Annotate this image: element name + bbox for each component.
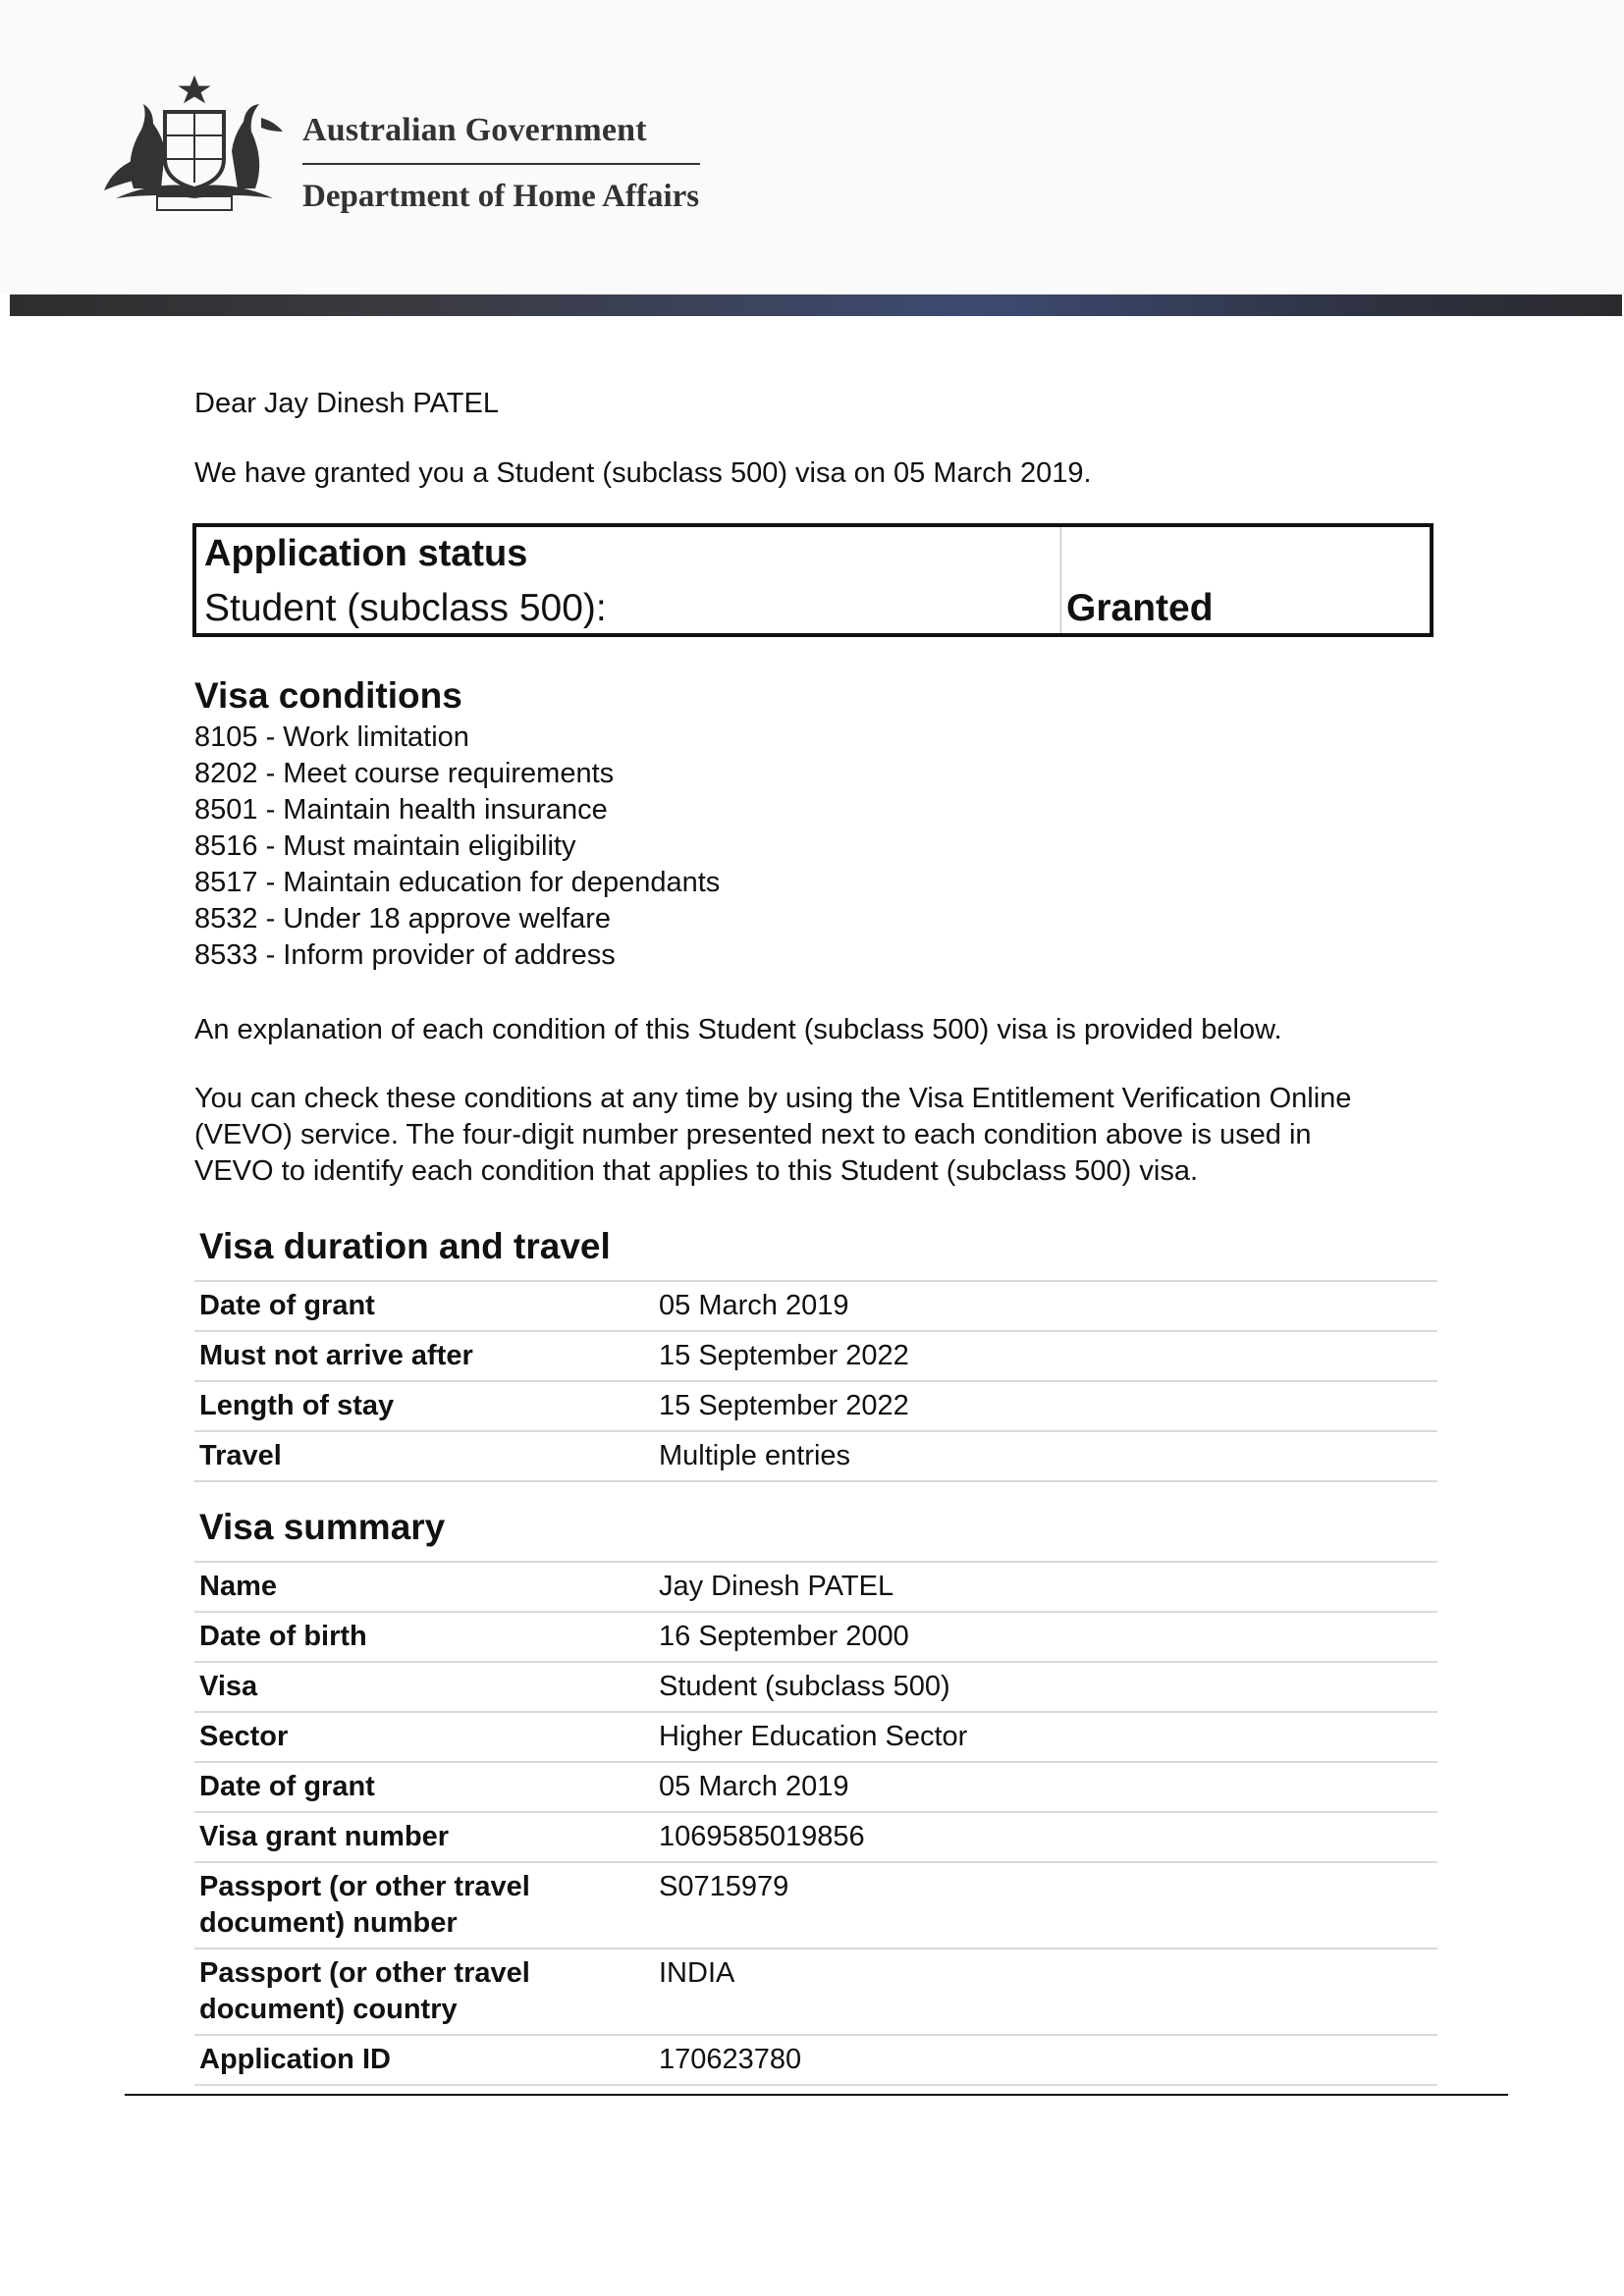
application-status-value: Granted	[1066, 587, 1214, 629]
table-row	[194, 1612, 1437, 1662]
row-key: Date of grant	[194, 1762, 654, 1812]
table-row	[194, 1862, 1437, 1949]
table-row	[194, 1812, 1437, 1862]
vevo-paragraph	[194, 1081, 1351, 1190]
letterhead	[0, 0, 1624, 294]
row-value: 15 September 2022	[654, 1331, 1437, 1381]
conditions-explanation: An explanation of each condition of this Student (subclass 500) visa is provided below.	[194, 1014, 1282, 1045]
header-band	[10, 294, 1622, 316]
vevo-line: (VEVO) service. The four-digit number presented next to each condition above is used in	[194, 1119, 1312, 1150]
row-key	[194, 1862, 654, 1949]
table-row	[194, 1331, 1437, 1381]
list-item: 8532 - Under 18 approve welfare	[194, 903, 611, 934]
row-value: Multiple entries	[654, 1431, 1437, 1481]
salutation: Dear Jay Dinesh PATEL	[194, 388, 499, 419]
row-value: INDIA	[654, 1949, 1437, 2035]
row-value: 16 September 2000	[654, 1612, 1437, 1662]
vevo-line: You can check these conditions at any time by using the Visa Entitlement Verification Online	[194, 1083, 1352, 1114]
grant-intro: We have granted you a Student (subclass 500) visa on 05 March 2019.	[194, 457, 1092, 489]
government-name: Australian Government	[302, 112, 647, 148]
row-key: Visa grant number	[194, 1812, 654, 1862]
row-key-line: document) number	[199, 1907, 458, 1939]
visa-summary-table	[194, 1561, 1437, 2086]
table-row	[194, 2035, 1437, 2085]
status-column-divider	[1060, 527, 1061, 633]
row-value: Jay Dinesh PATEL	[654, 1562, 1437, 1612]
row-key: Visa	[194, 1662, 654, 1712]
vevo-line: VEVO to identify each condition that applies to this Student (subclass 500) visa.	[194, 1155, 1199, 1187]
row-key: Sector	[194, 1712, 654, 1762]
list-item: 8501 - Maintain health insurance	[194, 794, 608, 826]
row-key: Length of stay	[194, 1381, 654, 1431]
footer-divider	[125, 2094, 1508, 2096]
table-row	[194, 1662, 1437, 1712]
application-status-label: Student (subclass 500):	[204, 587, 607, 629]
row-key: Must not arrive after	[194, 1331, 654, 1381]
table-row	[194, 1431, 1437, 1481]
row-value: Higher Education Sector	[654, 1712, 1437, 1762]
department-name: Department of Home Affairs	[302, 179, 700, 214]
visa-duration-title: Visa duration and travel	[199, 1226, 611, 1266]
list-item: 8516 - Must maintain eligibility	[194, 830, 576, 862]
application-status-title: Application status	[204, 533, 528, 574]
row-key: Travel	[194, 1431, 654, 1481]
coat-of-arms-icon	[96, 73, 293, 220]
row-key: Date of birth	[194, 1612, 654, 1662]
table-row	[194, 1281, 1437, 1331]
list-item: 8533 - Inform provider of address	[194, 939, 616, 971]
visa-summary-title: Visa summary	[199, 1507, 446, 1547]
application-status-box	[192, 523, 1434, 637]
row-key-line: Passport (or other travel	[199, 1871, 530, 1902]
table-row	[194, 1381, 1437, 1431]
table-row	[194, 1762, 1437, 1812]
row-value: 05 March 2019	[654, 1762, 1437, 1812]
row-value: 1069585019856	[654, 1812, 1437, 1862]
row-key: Date of grant	[194, 1281, 654, 1331]
list-item: 8517 - Maintain education for dependants	[194, 867, 721, 898]
row-key-line: Passport (or other travel	[199, 1957, 530, 1989]
row-value: 170623780	[654, 2035, 1437, 2085]
row-value: 05 March 2019	[654, 1281, 1437, 1331]
row-value: Student (subclass 500)	[654, 1662, 1437, 1712]
list-item: 8105 - Work limitation	[194, 721, 469, 753]
table-row	[194, 1949, 1437, 2035]
letterhead-divider	[302, 163, 700, 165]
table-row	[194, 1712, 1437, 1762]
row-key	[194, 1949, 654, 2035]
visa-conditions-title: Visa conditions	[194, 675, 462, 716]
row-key: Application ID	[194, 2035, 654, 2085]
visa-duration-table	[194, 1280, 1437, 1482]
row-value: S0715979	[654, 1862, 1437, 1949]
row-key: Name	[194, 1562, 654, 1612]
row-key-line: document) country	[199, 1994, 458, 2025]
row-value: 15 September 2022	[654, 1381, 1437, 1431]
visa-conditions-list	[194, 720, 720, 974]
table-row	[194, 1562, 1437, 1612]
list-item: 8202 - Meet course requirements	[194, 758, 615, 789]
